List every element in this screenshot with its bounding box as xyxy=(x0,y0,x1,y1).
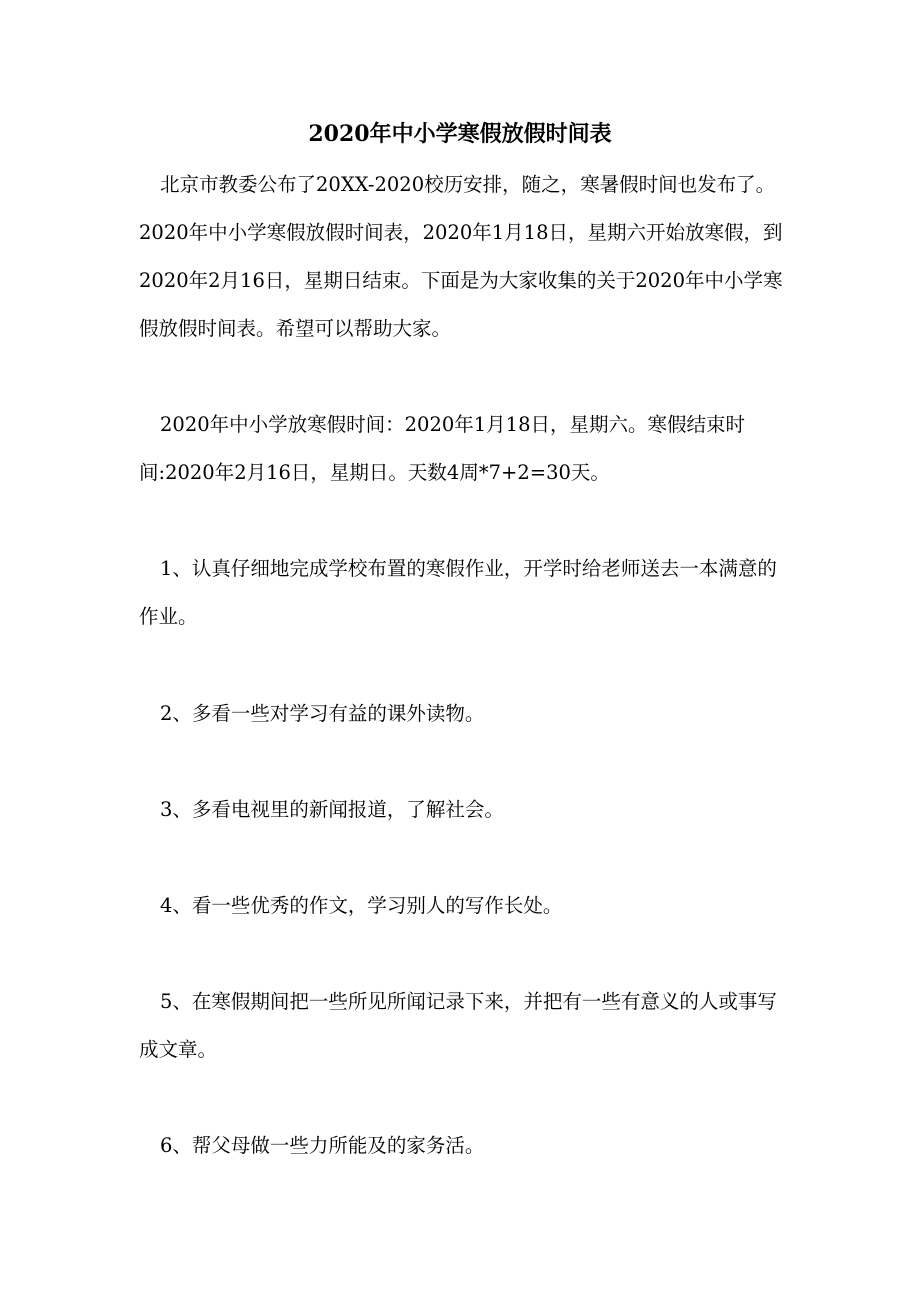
list-item: 5、在寒假期间把一些所见所闻记录下来，并把有一些有意义的人或事写成文章。 xyxy=(139,990,777,1061)
list-item: 2、多看一些对学习有益的课外读物。 xyxy=(160,702,485,725)
dates-paragraph: 2020年中小学放寒假时间：2020年1月18日，星期六。寒假结束时间:2020年2月16日，星期日。天数4周*7+2=30天。 xyxy=(139,413,745,484)
list-item: 4、看一些优秀的作文，学习别人的写作长处。 xyxy=(160,894,563,917)
document-title: 2020年中小学寒假放假时间表 xyxy=(308,121,612,147)
intro-paragraph: 北京市教委公布了20XX-2020校历安排，随之，寒暑假时间也发布了。2020年中小学寒假放假时间表，2020年1月18日，星期六开始放寒假，到2020年2月16日，星期日结束。下面是为大家收集的关于2020年中小学寒假放假时间表。希望可以帮助大家。 xyxy=(139,173,783,340)
list-item: 3、多看电视里的新闻报道，了解社会。 xyxy=(160,798,504,821)
list-item: 1、认真仔细地完成学校布置的寒假作业，开学时给老师送去一本满意的作业。 xyxy=(139,557,777,628)
list-item: 6、帮父母做一些力所能及的家务活。 xyxy=(160,1134,485,1157)
